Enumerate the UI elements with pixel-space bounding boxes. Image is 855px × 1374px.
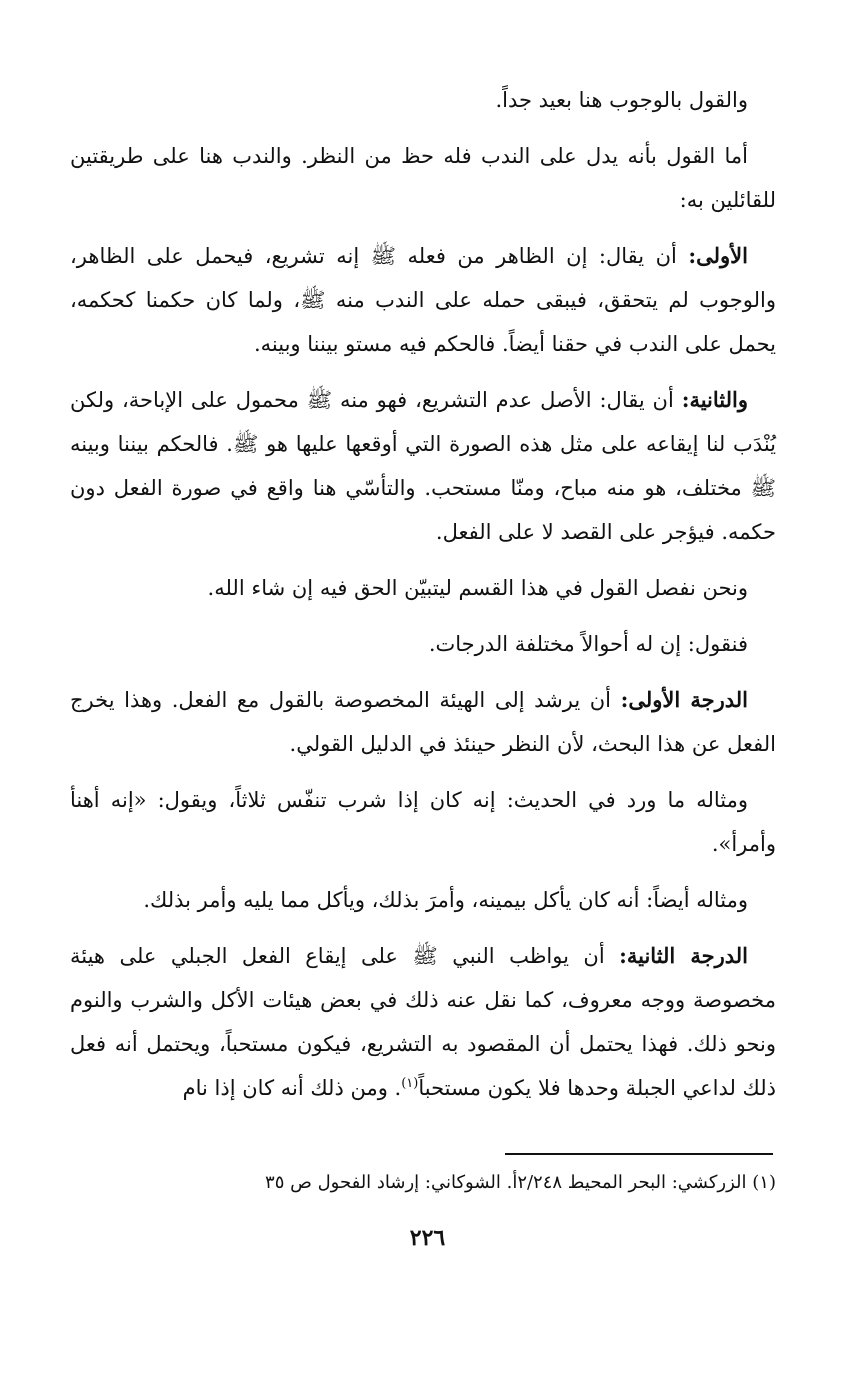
paragraph-text: ومثاله ما ورد في الحديث: إنه كان إذا شرب تنفّس ثلاثاً، ويقول: «إنه أهنأ وأمرأ». [70, 788, 776, 856]
paragraph-4 [70, 378, 776, 554]
paragraph-1 [70, 78, 776, 122]
page-number: ٢٢٦ [409, 1225, 446, 1251]
paragraph-9 [70, 878, 776, 922]
paragraph-3 [70, 234, 776, 366]
paragraph-text: فنقول: إن له أحوالاً مختلفة الدرجات. [428, 632, 748, 656]
paragraph-10 [70, 934, 776, 1110]
paragraph-text: ونحن نفصل القول في هذا القسم ليتبيّن الحق فيه إن شاء الله. [207, 576, 748, 600]
paragraph-lead: الدرجة الثانية: [619, 943, 748, 968]
footnote-reference: (١) [401, 1076, 419, 1091]
paragraph-text: أن يواظب النبي ﷺ على إيقاع الفعل الجبلي على هيئة مخصوصة ووجه معروف، كما نقل عنه ذلك في بعض هيئات الأكل والشرب والنوم ونحو ذلك. فهذا يحتمل أن المقصود به التشريع، فيكون مستحباً، ويحتمل أنه فعل ذلك لداعي الجبلة وحدها فلا يكون مستحباً [70, 944, 776, 1100]
main-text [70, 78, 776, 1122]
paragraph-text: أما القول بأنه يدل على الندب فله حظ من النظر. والندب هنا على طريقتين للقائلين به: [70, 144, 776, 212]
paragraph-lead: الدرجة الأولى: [620, 687, 749, 712]
paragraph-text: أن يقال: إن الظاهر من فعله ﷺ إنه تشريع، فيحمل على الظاهر، والوجوب لم يتحقق، فيبقى حمله على الندب منه ﷺ، ولما كان حكمنا كحكمه، يحمل على الندب في حقنا أيضاً. فالحكم فيه مستو بيننا وبينه. [70, 244, 776, 356]
paragraph-2 [70, 134, 776, 222]
paragraph-text: والقول بالوجوب هنا بعيد جداً. [495, 88, 748, 112]
paragraph-5 [70, 566, 776, 610]
paragraph-lead: والثانية: [681, 387, 748, 412]
paragraph-text: أن يقال: الأصل عدم التشريع، فهو منه ﷺ محمول على الإباحة، ولكن يُنْدَب لنا إيقاعه على مثل هذه الصورة التي أوقعها عليها هو ﷺ. فالحكم بيننا وبينه ﷺ مختلف، هو منه مباح، ومنّا مستحب. والتأسّي هنا واقع في صورة الفعل دون حكمه. فيؤجر على القصد لا على الفعل. [70, 388, 776, 544]
footnote-separator [505, 1153, 773, 1155]
paragraph-8 [70, 778, 776, 866]
paragraph-text: ومثاله أيضاً: أنه كان يأكل بيمينه، وأمرَ بذلك، ويأكل مما يليه وأمر بذلك. [143, 888, 748, 912]
footnote: (١) الزركشي: البحر المحيط ٢/٢٤٨أ. الشوكاني: إرشاد الفحول ص ٣٥ [265, 1172, 776, 1193]
paragraph-text: أن يرشد إلى الهيئة المخصوصة بالقول مع الفعل. وهذا يخرج الفعل عن هذا البحث، لأن النظر حينئذ في الدليل القولي. [70, 688, 776, 756]
paragraph-tail: . ومن ذلك أنه كان إذا نام [182, 1076, 402, 1100]
paragraph-7 [70, 678, 776, 766]
paragraph-lead: الأولى: [688, 243, 748, 268]
paragraph-6 [70, 622, 776, 666]
